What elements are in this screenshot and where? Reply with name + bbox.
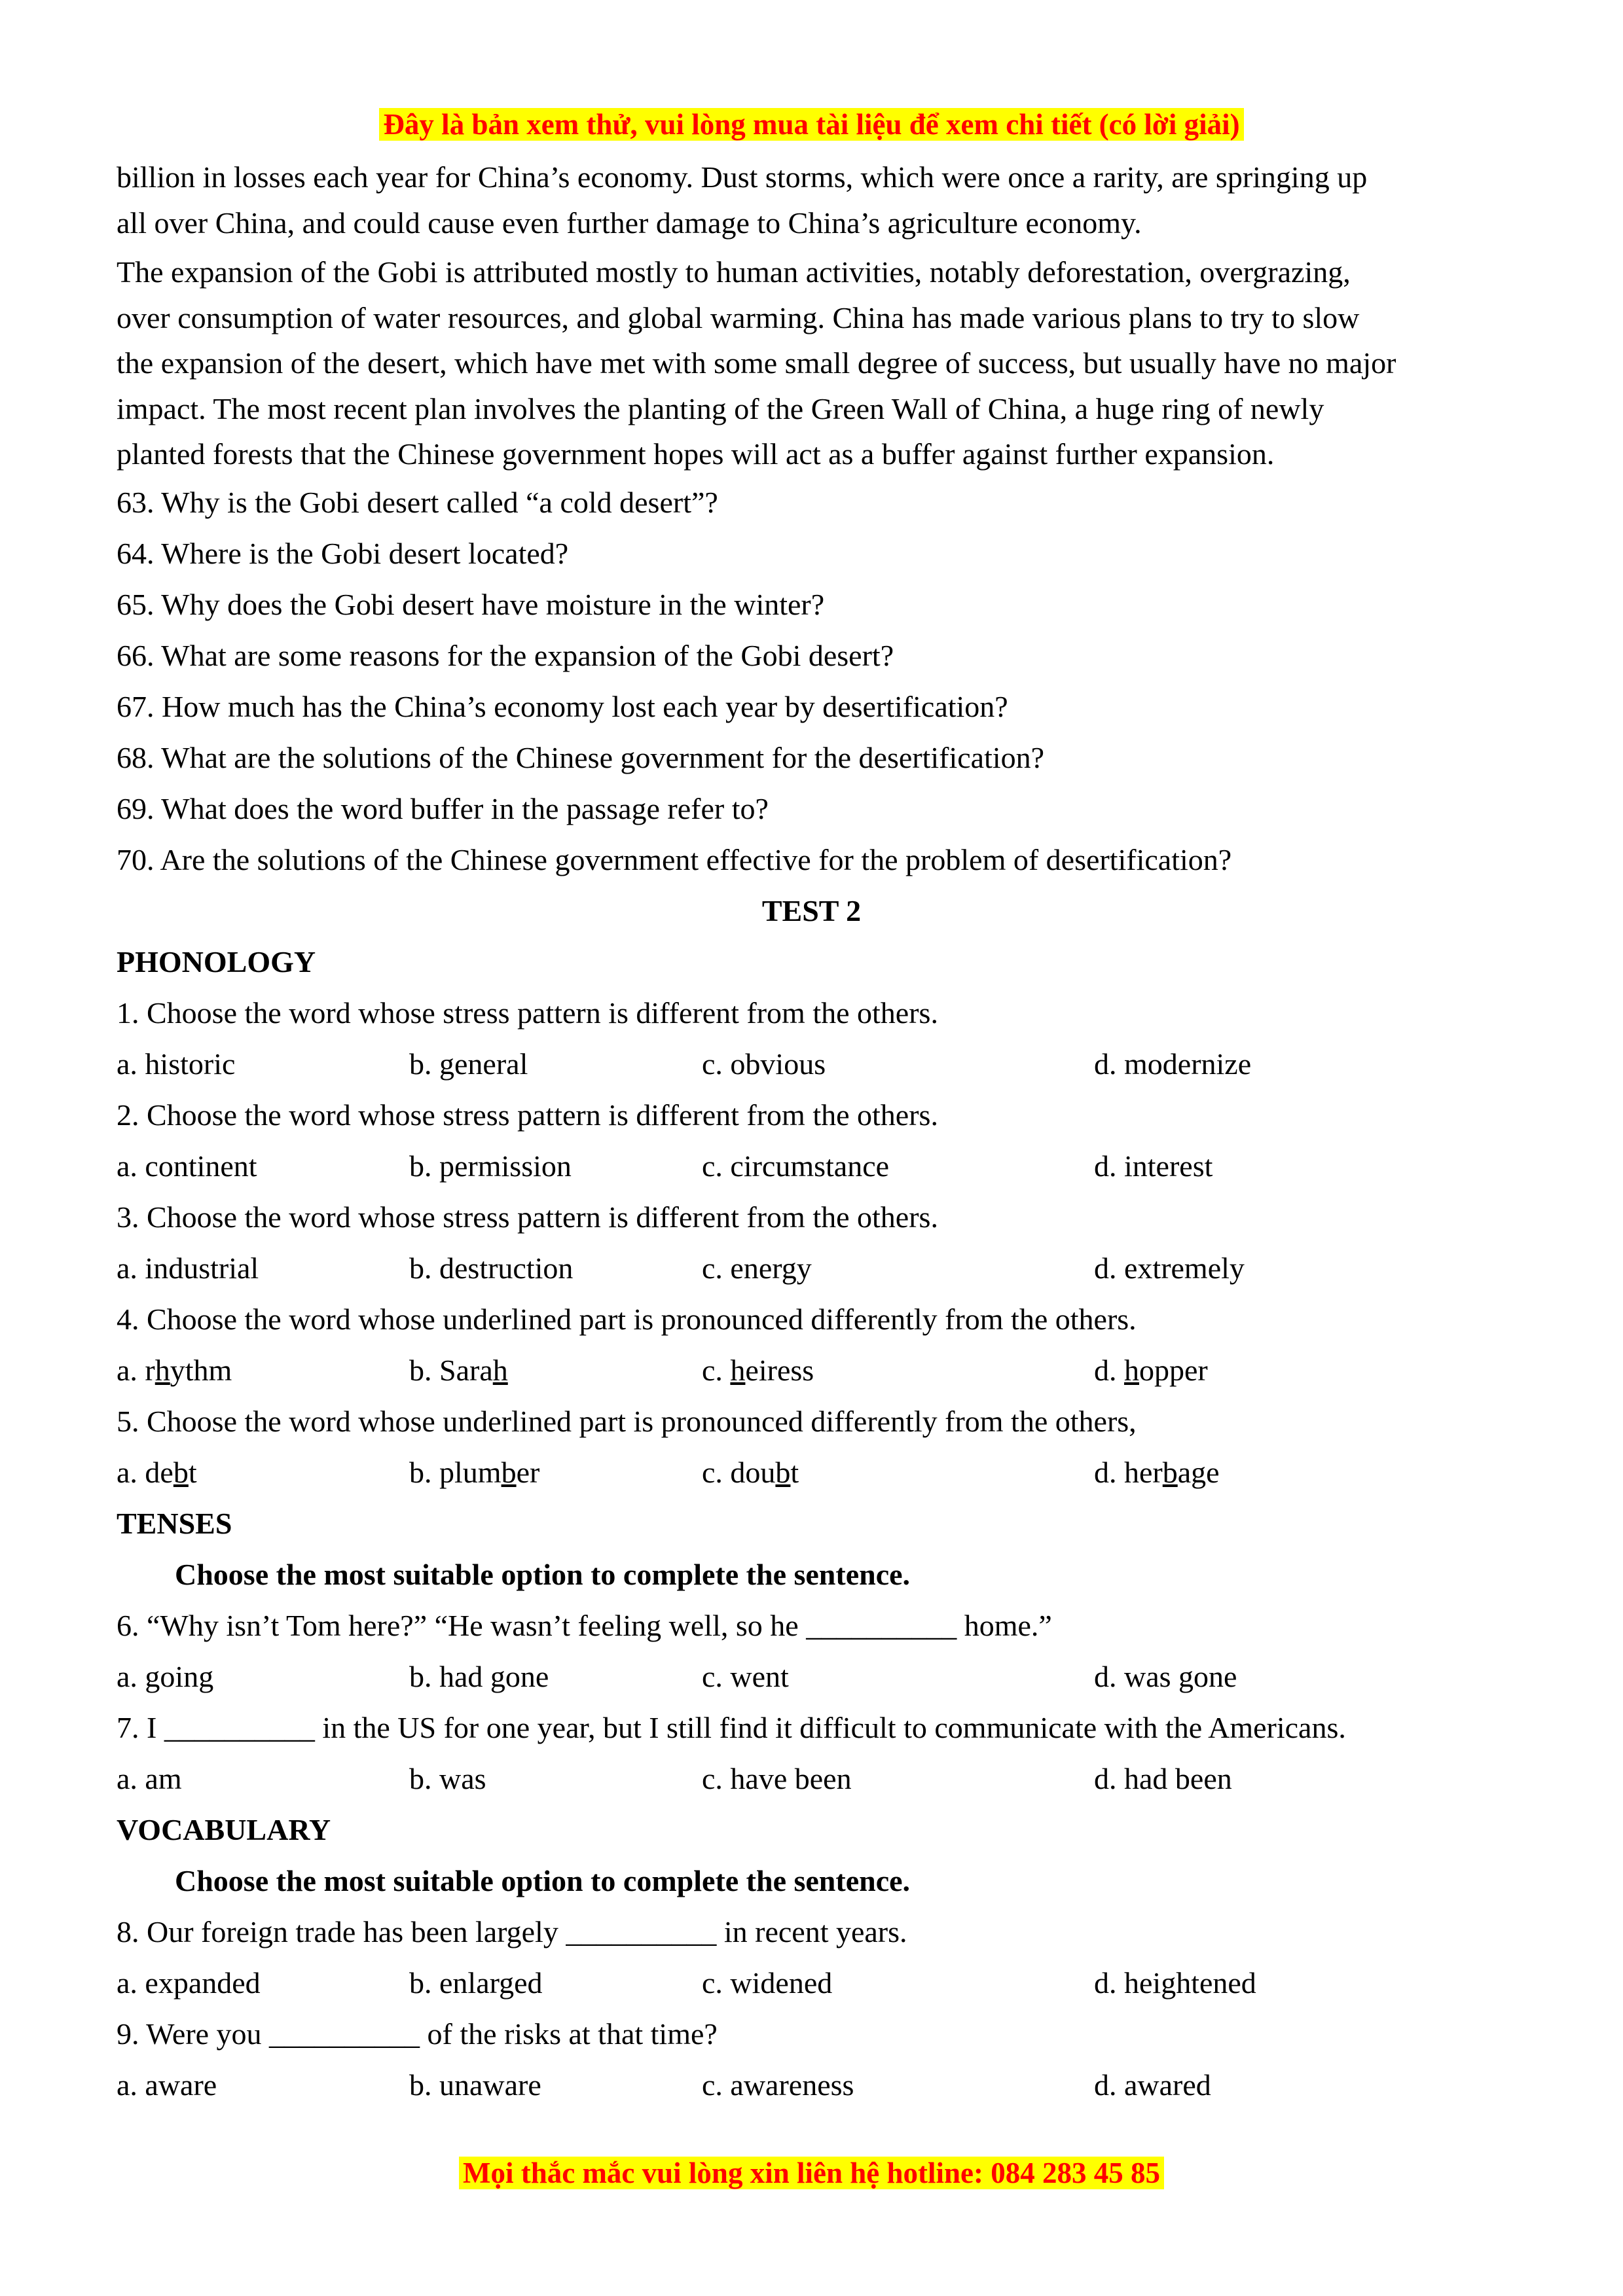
preview-notice-text: Đây là bản xem thử, vui lòng mua tài liệu để xem chi tiết (có lời giải) [379,108,1243,141]
reading-question: 67. How much has the China’s economy lost each year by desertification? [117,690,1008,723]
option-a[interactable]: a. going [117,1660,214,1693]
option-a[interactable]: a. expanded [117,1966,261,2000]
reading-question: 68. What are the solutions of the Chinese government for the desertification? [117,741,1045,774]
question-text: 1. Choose the word whose stress pattern is different from the others. [117,996,938,1030]
option-b[interactable]: b. general [409,1047,528,1081]
option-c[interactable]: c. went [702,1660,789,1693]
reading-question: 64. Where is the Gobi desert located? [117,537,569,570]
option-a[interactable]: a. continent [117,1149,257,1183]
section-heading-tenses: TENSES [117,1507,232,1540]
hotline-text: Mọi thắc mắc vui lòng xin liên hệ hotline: 084 283 45 85 [459,2157,1164,2189]
option-d[interactable]: d. had been [1094,1762,1232,1795]
option-a[interactable]: a. aware [117,2068,217,2102]
question-text: 7. I __________ in the US for one year, but I still find it difficult to communicate with the Americans. [117,1711,1346,1744]
option-c[interactable]: c. widened [702,1966,833,2000]
option-d[interactable]: d. heightened [1094,1966,1256,2000]
hotline-banner [0,2153,1623,2193]
question-text: 2. Choose the word whose stress pattern is different from the others. [117,1098,938,1132]
question-text: 9. Were you __________ of the risks at that time? [117,2017,718,2051]
option-b[interactable]: b. was [409,1762,486,1795]
option-d[interactable]: d. extremely [1094,1251,1245,1285]
section-heading-phonology: PHONOLOGY [117,945,316,978]
option-a[interactable]: a. industrial [117,1251,259,1285]
option-b[interactable]: b. destruction [409,1251,574,1285]
passage-paragraph: billion in losses each year for China’s economy. Dust storms, which were once a rarity, are springing up all over China, and could cause even further damage to China’s agriculture economy. [117,160,1368,240]
answer-options [117,1453,1504,1492]
section-instruction: Choose the most suitable option to complete the sentence. [175,1864,911,1897]
option-b[interactable]: b. enlarged [409,1966,543,2000]
option-b[interactable]: b. plumber [409,1456,540,1489]
option-c[interactable]: c. energy [702,1251,812,1285]
answer-options [117,1249,1504,1288]
option-b[interactable]: b. Sarah [409,1354,508,1387]
answer-options [117,1147,1504,1186]
reading-question: 69. What does the word buffer in the passage refer to? [117,792,769,825]
option-c[interactable]: c. have been [702,1762,852,1795]
answer-options [117,1351,1504,1390]
option-a[interactable]: a. am [117,1762,182,1795]
option-c[interactable]: c. obvious [702,1047,826,1081]
option-d[interactable]: d. herbage [1094,1456,1220,1489]
option-a[interactable]: a. rhythm [117,1354,232,1387]
option-b[interactable]: b. unaware [409,2068,541,2102]
option-c[interactable]: c. awareness [702,2068,854,2102]
option-a[interactable]: a. historic [117,1047,236,1081]
answer-options [117,2066,1504,2105]
option-b[interactable]: b. permission [409,1149,572,1183]
question-text: 4. Choose the word whose underlined part is pronounced differently from the others. [117,1302,1137,1336]
option-d[interactable]: d. hopper [1094,1354,1208,1387]
option-d[interactable]: d. was gone [1094,1660,1237,1693]
option-a[interactable]: a. debt [117,1456,197,1489]
option-c[interactable]: c. circumstance [702,1149,890,1183]
answer-options [117,1964,1504,2003]
question-text: 3. Choose the word whose stress pattern is different from the others. [117,1200,938,1234]
answer-options [117,1759,1504,1799]
reading-question: 66. What are some reasons for the expansion of the Gobi desert? [117,639,894,672]
reading-question: 70. Are the solutions of the Chinese government effective for the problem of desertification? [117,843,1232,876]
reading-question: 63. Why is the Gobi desert called “a cold desert”? [117,486,718,519]
option-c[interactable]: c. heiress [702,1354,814,1387]
passage-paragraph: The expansion of the Gobi is attributed mostly to human activities, notably deforestation, overgrazing, over consumption of water resources, and global warming. China has made various plans to try to slow the expansion of the desert, which have met with some small degree of success, but usually have no major impact. The most recent plan involves the planting of the Green Wall of China, a huge ring of newly planted forests that the Chinese government hopes will act as a buffer against further expansion. [117,255,1396,471]
section-heading-vocabulary: VOCABULARY [117,1813,331,1846]
option-d[interactable]: d. modernize [1094,1047,1252,1081]
option-d[interactable]: d. awared [1094,2068,1211,2102]
section-instruction: Choose the most suitable option to complete the sentence. [175,1558,911,1591]
test-title: TEST 2 [761,894,862,927]
option-c[interactable]: c. doubt [702,1456,799,1489]
reading-question: 65. Why does the Gobi desert have moisture in the winter? [117,588,825,621]
question-text: 8. Our foreign trade has been largely __________ in recent years. [117,1915,907,1948]
option-d[interactable]: d. interest [1094,1149,1213,1183]
preview-notice-banner [0,105,1623,144]
answer-options [117,1045,1504,1084]
option-b[interactable]: b. had gone [409,1660,549,1693]
question-text: 6. “Why isn’t Tom here?” “He wasn’t feeling well, so he __________ home.” [117,1609,1052,1642]
answer-options [117,1657,1504,1696]
question-text: 5. Choose the word whose underlined part is pronounced differently from the others, [117,1405,1137,1438]
